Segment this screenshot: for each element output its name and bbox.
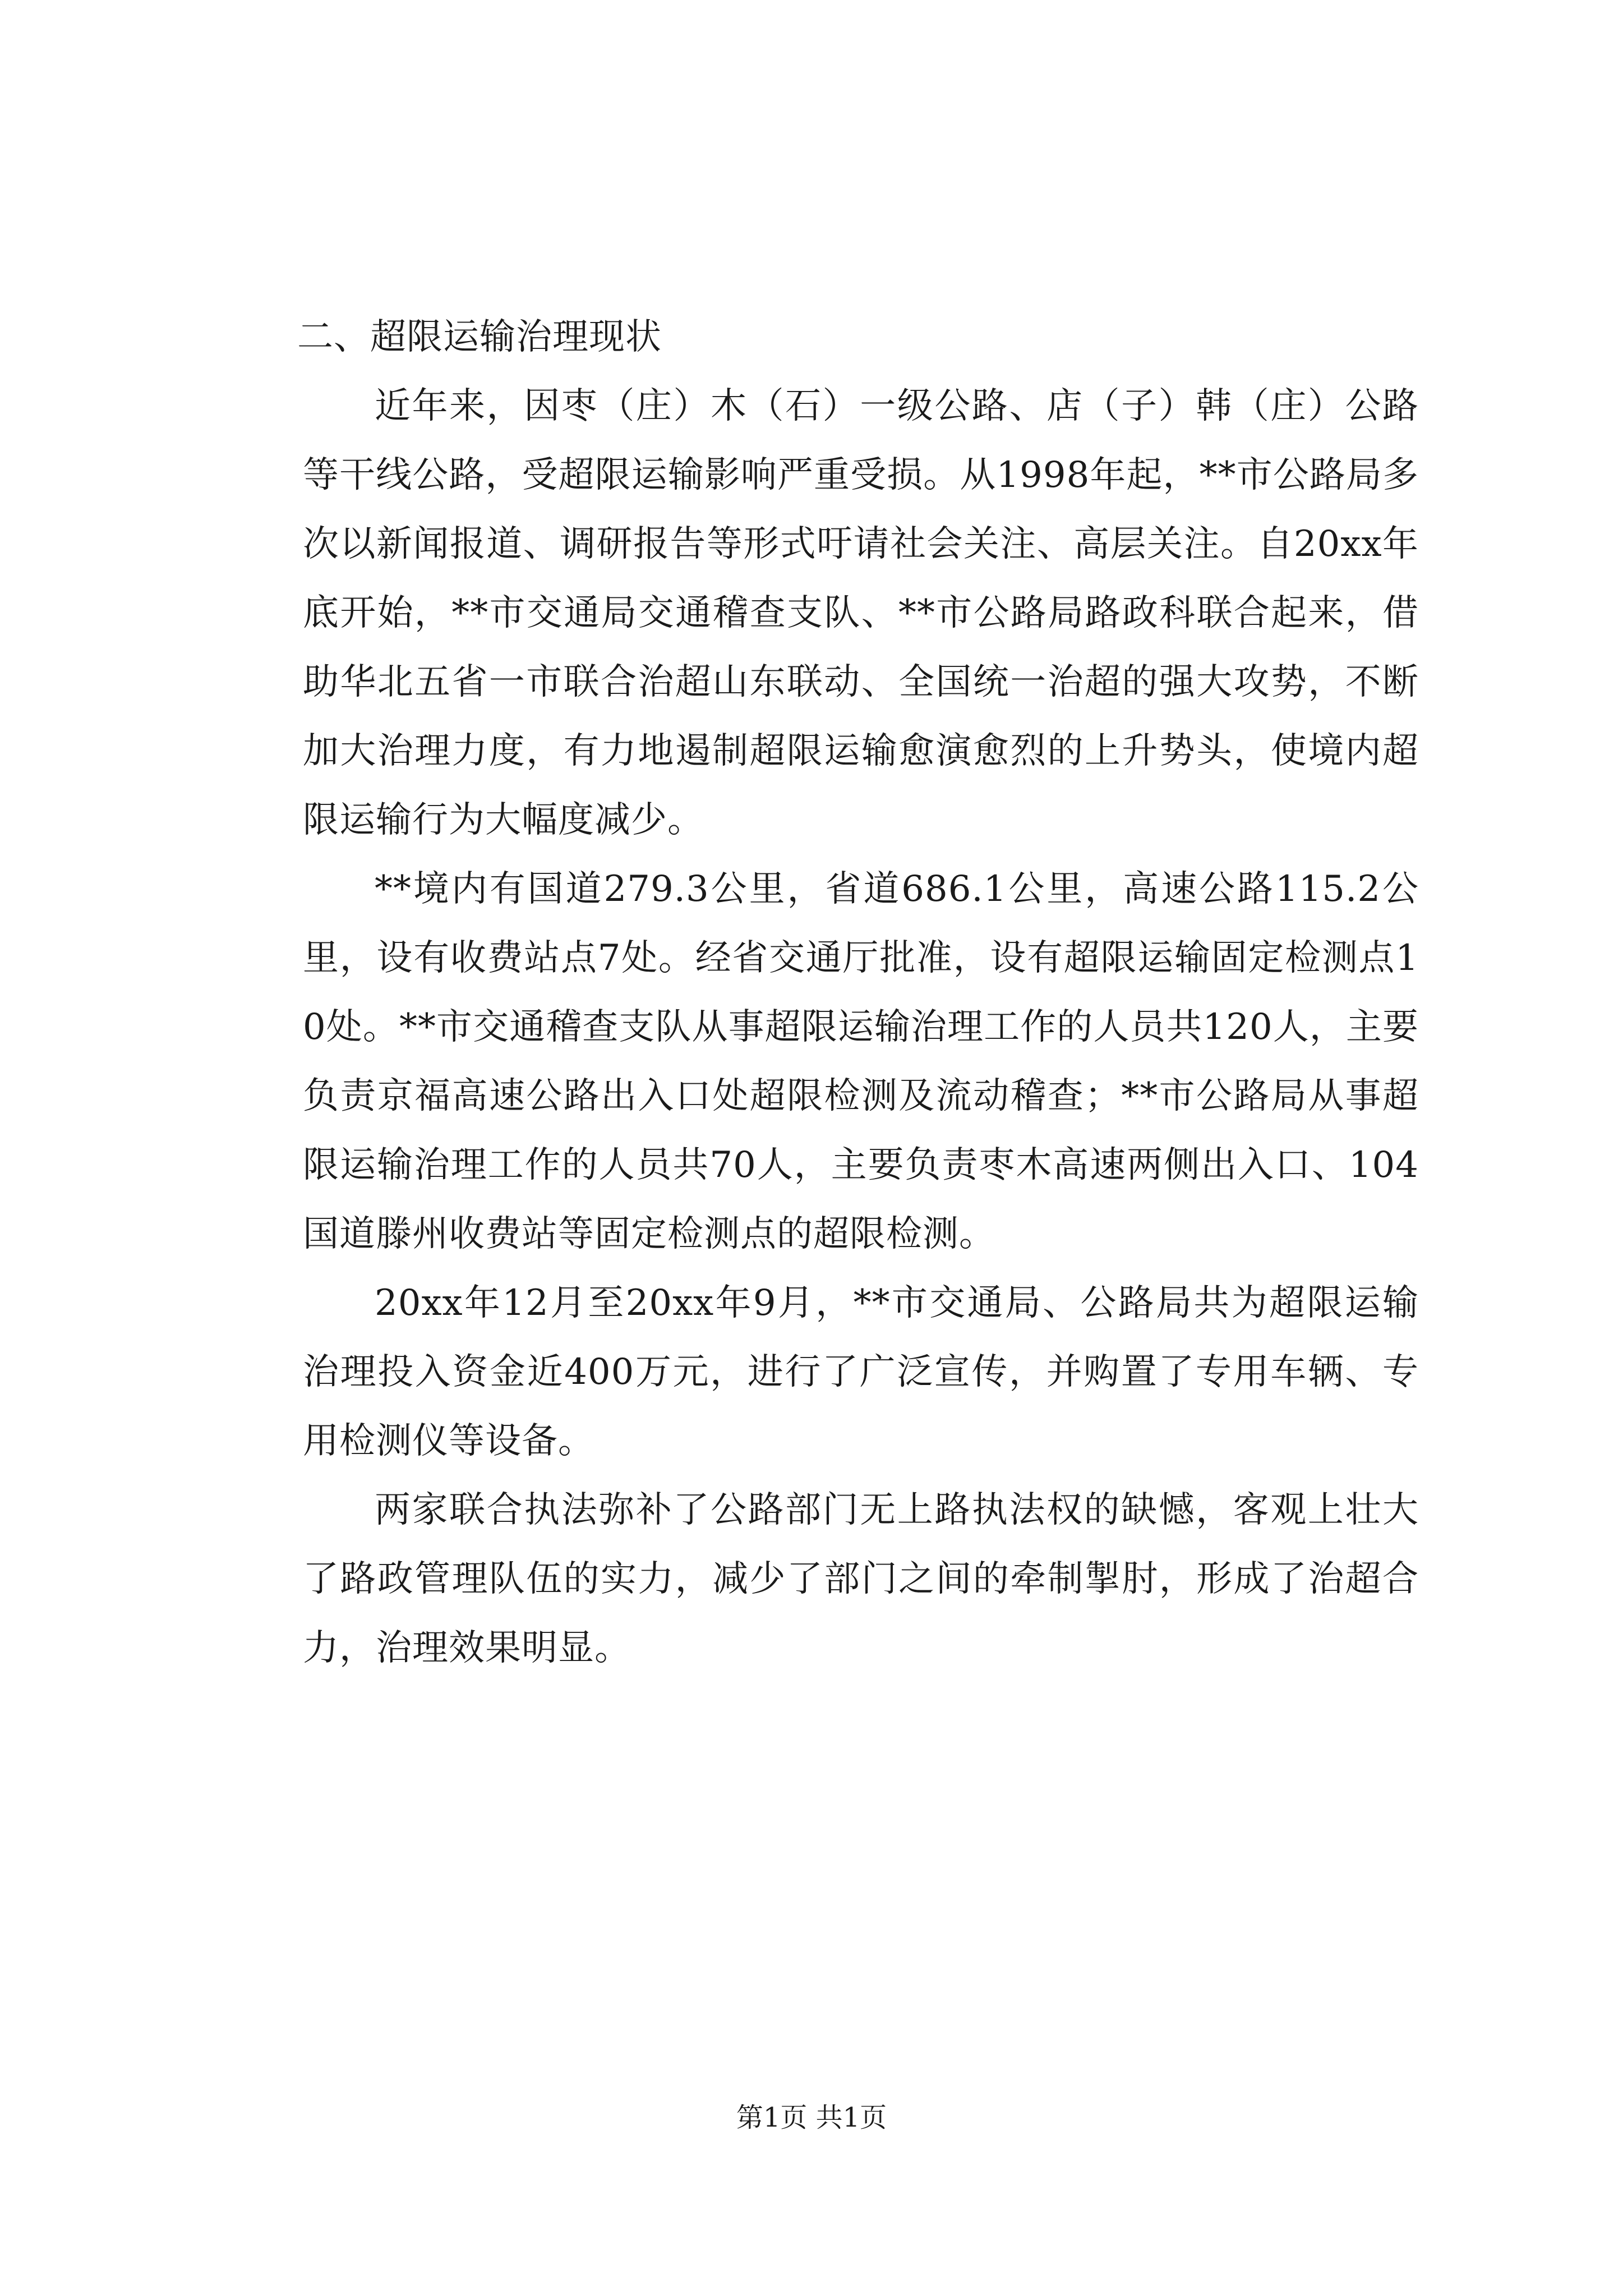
document-body xyxy=(297,303,1419,1683)
paragraph-1: 近年来，因枣（庄）木（石）一级公路、店（子）韩（庄）公路等干线公路，受超限运输影响严重受损。从1998年起，**市公路局多次以新闻报道、调研报告等形式吁请社会关注、高层关注。自20xx年底开始，**市交通局交通稽查支队、**市公路局路政科联合起来，借助华北五省一市联合治超山东联动、全国统一治超的强大攻势，不断加大治理力度，有力地遏制超限运输愈演愈烈的上升势头，使境内超限运输行为大幅度减少。 xyxy=(303,385,1419,841)
section-heading: 二、超限运输治理现状 xyxy=(297,316,662,358)
paragraph-3: 20xx年12月至20xx年9月，**市交通局、公路局共为超限运输治理投入资金近400万元，进行了广泛宣传，并购置了专用车辆、专用检测仪等设备。 xyxy=(303,1282,1419,1462)
page-footer xyxy=(0,2101,1623,2134)
page-number-label: 第1页 共1页 xyxy=(736,2102,887,2133)
paragraph-2: **境内有国道279.3公里，省道686.1公里，高速公路115.2公里，设有收费站点7处。经省交通厅批准，设有超限运输固定检测点10处。**市交通稽查支队从事超限运输治理工作的人员共120人，主要负责京福高速公路出入口处超限检测及流动稽查；**市公路局从事超限运输治理工作的人员共70人，主要负责枣木高速两侧出入口、104国道滕州收费站等固定检测点的超限检测。 xyxy=(303,868,1419,1255)
paragraph-4: 两家联合执法弥补了公路部门无上路执法权的缺憾，客观上壮大了路政管理队伍的实力，减少了部门之间的牵制掣肘，形成了治超合力，治理效果明显。 xyxy=(303,1489,1419,1669)
